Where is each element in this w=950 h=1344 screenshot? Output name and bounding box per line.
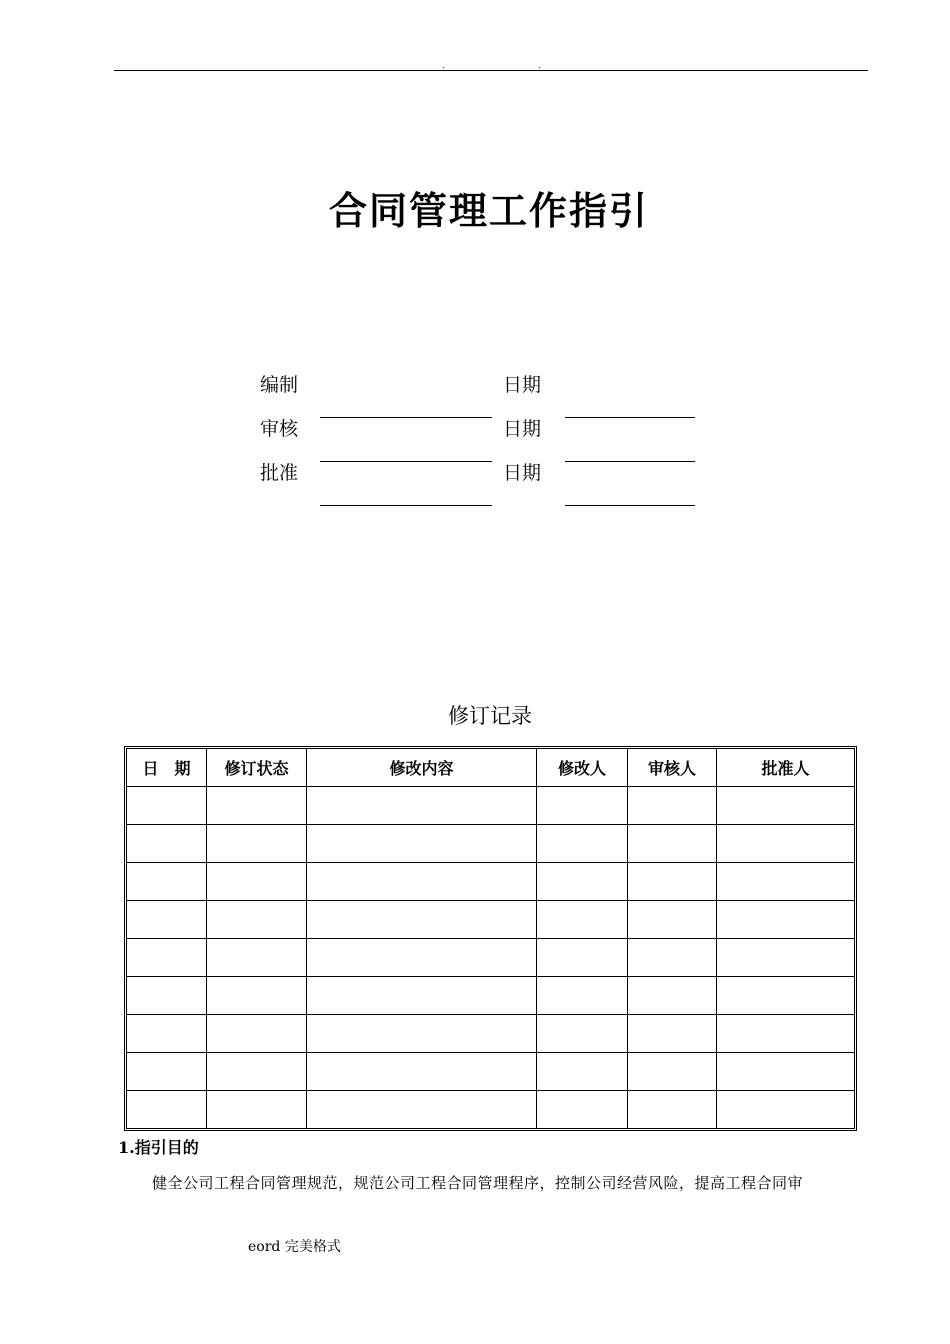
table-cell xyxy=(307,977,537,1015)
table-cell xyxy=(537,939,628,977)
table-cell xyxy=(207,787,307,825)
table-cell xyxy=(207,1015,307,1053)
table-cell xyxy=(127,1053,207,1091)
sig-date-label: 日期 xyxy=(503,462,542,484)
table-cell xyxy=(127,825,207,863)
table-cell xyxy=(127,1015,207,1053)
column-header: 修改内容 xyxy=(307,749,537,787)
table-cell xyxy=(207,901,307,939)
table-cell xyxy=(207,825,307,863)
table-cell xyxy=(717,1053,854,1091)
table-cell xyxy=(127,901,207,939)
table-cell xyxy=(628,1015,717,1053)
table-row xyxy=(127,787,854,825)
table-cell xyxy=(628,825,717,863)
table-cell xyxy=(717,787,854,825)
paragraph: 健全公司工程合同管理规范，规范公司工程合同管理程序，控制公司经营风险，提高工程合同审 xyxy=(152,1174,804,1192)
table-row xyxy=(127,939,854,977)
table-cell xyxy=(307,863,537,901)
table-cell xyxy=(628,901,717,939)
table-cell xyxy=(207,939,307,977)
table-row xyxy=(127,863,854,901)
section-heading: 1.指引目的 xyxy=(118,1138,199,1157)
table-cell xyxy=(537,825,628,863)
table-cell xyxy=(207,1053,307,1091)
table-cell xyxy=(717,939,854,977)
table-cell xyxy=(628,787,717,825)
table-cell xyxy=(127,863,207,901)
revision-title: 修订记录 xyxy=(448,704,532,728)
column-header: 批准人 xyxy=(717,749,854,787)
column-header: 日 期 xyxy=(127,749,207,787)
table-cell xyxy=(307,901,537,939)
sig-label-review: 审核 xyxy=(260,418,299,440)
sig-line xyxy=(565,417,695,418)
table-cell xyxy=(717,977,854,1015)
table-cell xyxy=(537,1053,628,1091)
table-row xyxy=(127,901,854,939)
table-cell xyxy=(628,1053,717,1091)
table-cell xyxy=(307,939,537,977)
header-dot: . xyxy=(442,61,445,70)
table-cell xyxy=(127,977,207,1015)
table-cell xyxy=(307,1053,537,1091)
sig-date-label: 日期 xyxy=(503,418,542,440)
sig-line xyxy=(320,461,492,462)
table-cell xyxy=(307,825,537,863)
header-rule xyxy=(114,70,868,71)
sig-line xyxy=(565,461,695,462)
document-title: 合同管理工作指引 xyxy=(328,188,649,233)
table-cell xyxy=(537,1091,628,1128)
sig-line xyxy=(320,417,492,418)
table-header-row xyxy=(127,749,854,787)
table-cell xyxy=(628,1091,717,1128)
table-cell xyxy=(207,863,307,901)
table-cell xyxy=(537,977,628,1015)
revision-table-body xyxy=(127,787,854,1128)
table-row xyxy=(127,1015,854,1053)
column-header: 修订状态 xyxy=(207,749,307,787)
sig-date-label: 日期 xyxy=(503,374,542,396)
table-cell xyxy=(717,863,854,901)
table-cell xyxy=(207,977,307,1015)
table-cell xyxy=(628,863,717,901)
table-cell xyxy=(628,939,717,977)
sig-label-compile: 编制 xyxy=(260,374,299,396)
table-cell xyxy=(717,901,854,939)
table-row xyxy=(127,1091,854,1128)
header-dot: . xyxy=(538,61,541,70)
table-cell xyxy=(628,977,717,1015)
footer-text: eord 完美格式 xyxy=(248,1239,341,1255)
table-row xyxy=(127,825,854,863)
table-cell xyxy=(127,1091,207,1128)
revision-table xyxy=(124,746,857,1131)
table-row xyxy=(127,977,854,1015)
column-header: 修改人 xyxy=(537,749,628,787)
column-header: 审核人 xyxy=(628,749,717,787)
table-cell xyxy=(537,863,628,901)
table-cell xyxy=(127,939,207,977)
table-cell xyxy=(307,1015,537,1053)
table-cell xyxy=(307,1091,537,1128)
sig-line xyxy=(320,505,492,506)
table-cell xyxy=(127,787,207,825)
table-cell xyxy=(717,825,854,863)
table-cell xyxy=(717,1015,854,1053)
sig-line xyxy=(565,505,695,506)
table-cell xyxy=(207,1091,307,1128)
table-cell xyxy=(717,1091,854,1128)
table-cell xyxy=(537,901,628,939)
table-cell xyxy=(537,787,628,825)
table-row xyxy=(127,1053,854,1091)
sig-label-approve: 批准 xyxy=(260,462,299,484)
table-cell xyxy=(537,1015,628,1053)
table-cell xyxy=(307,787,537,825)
